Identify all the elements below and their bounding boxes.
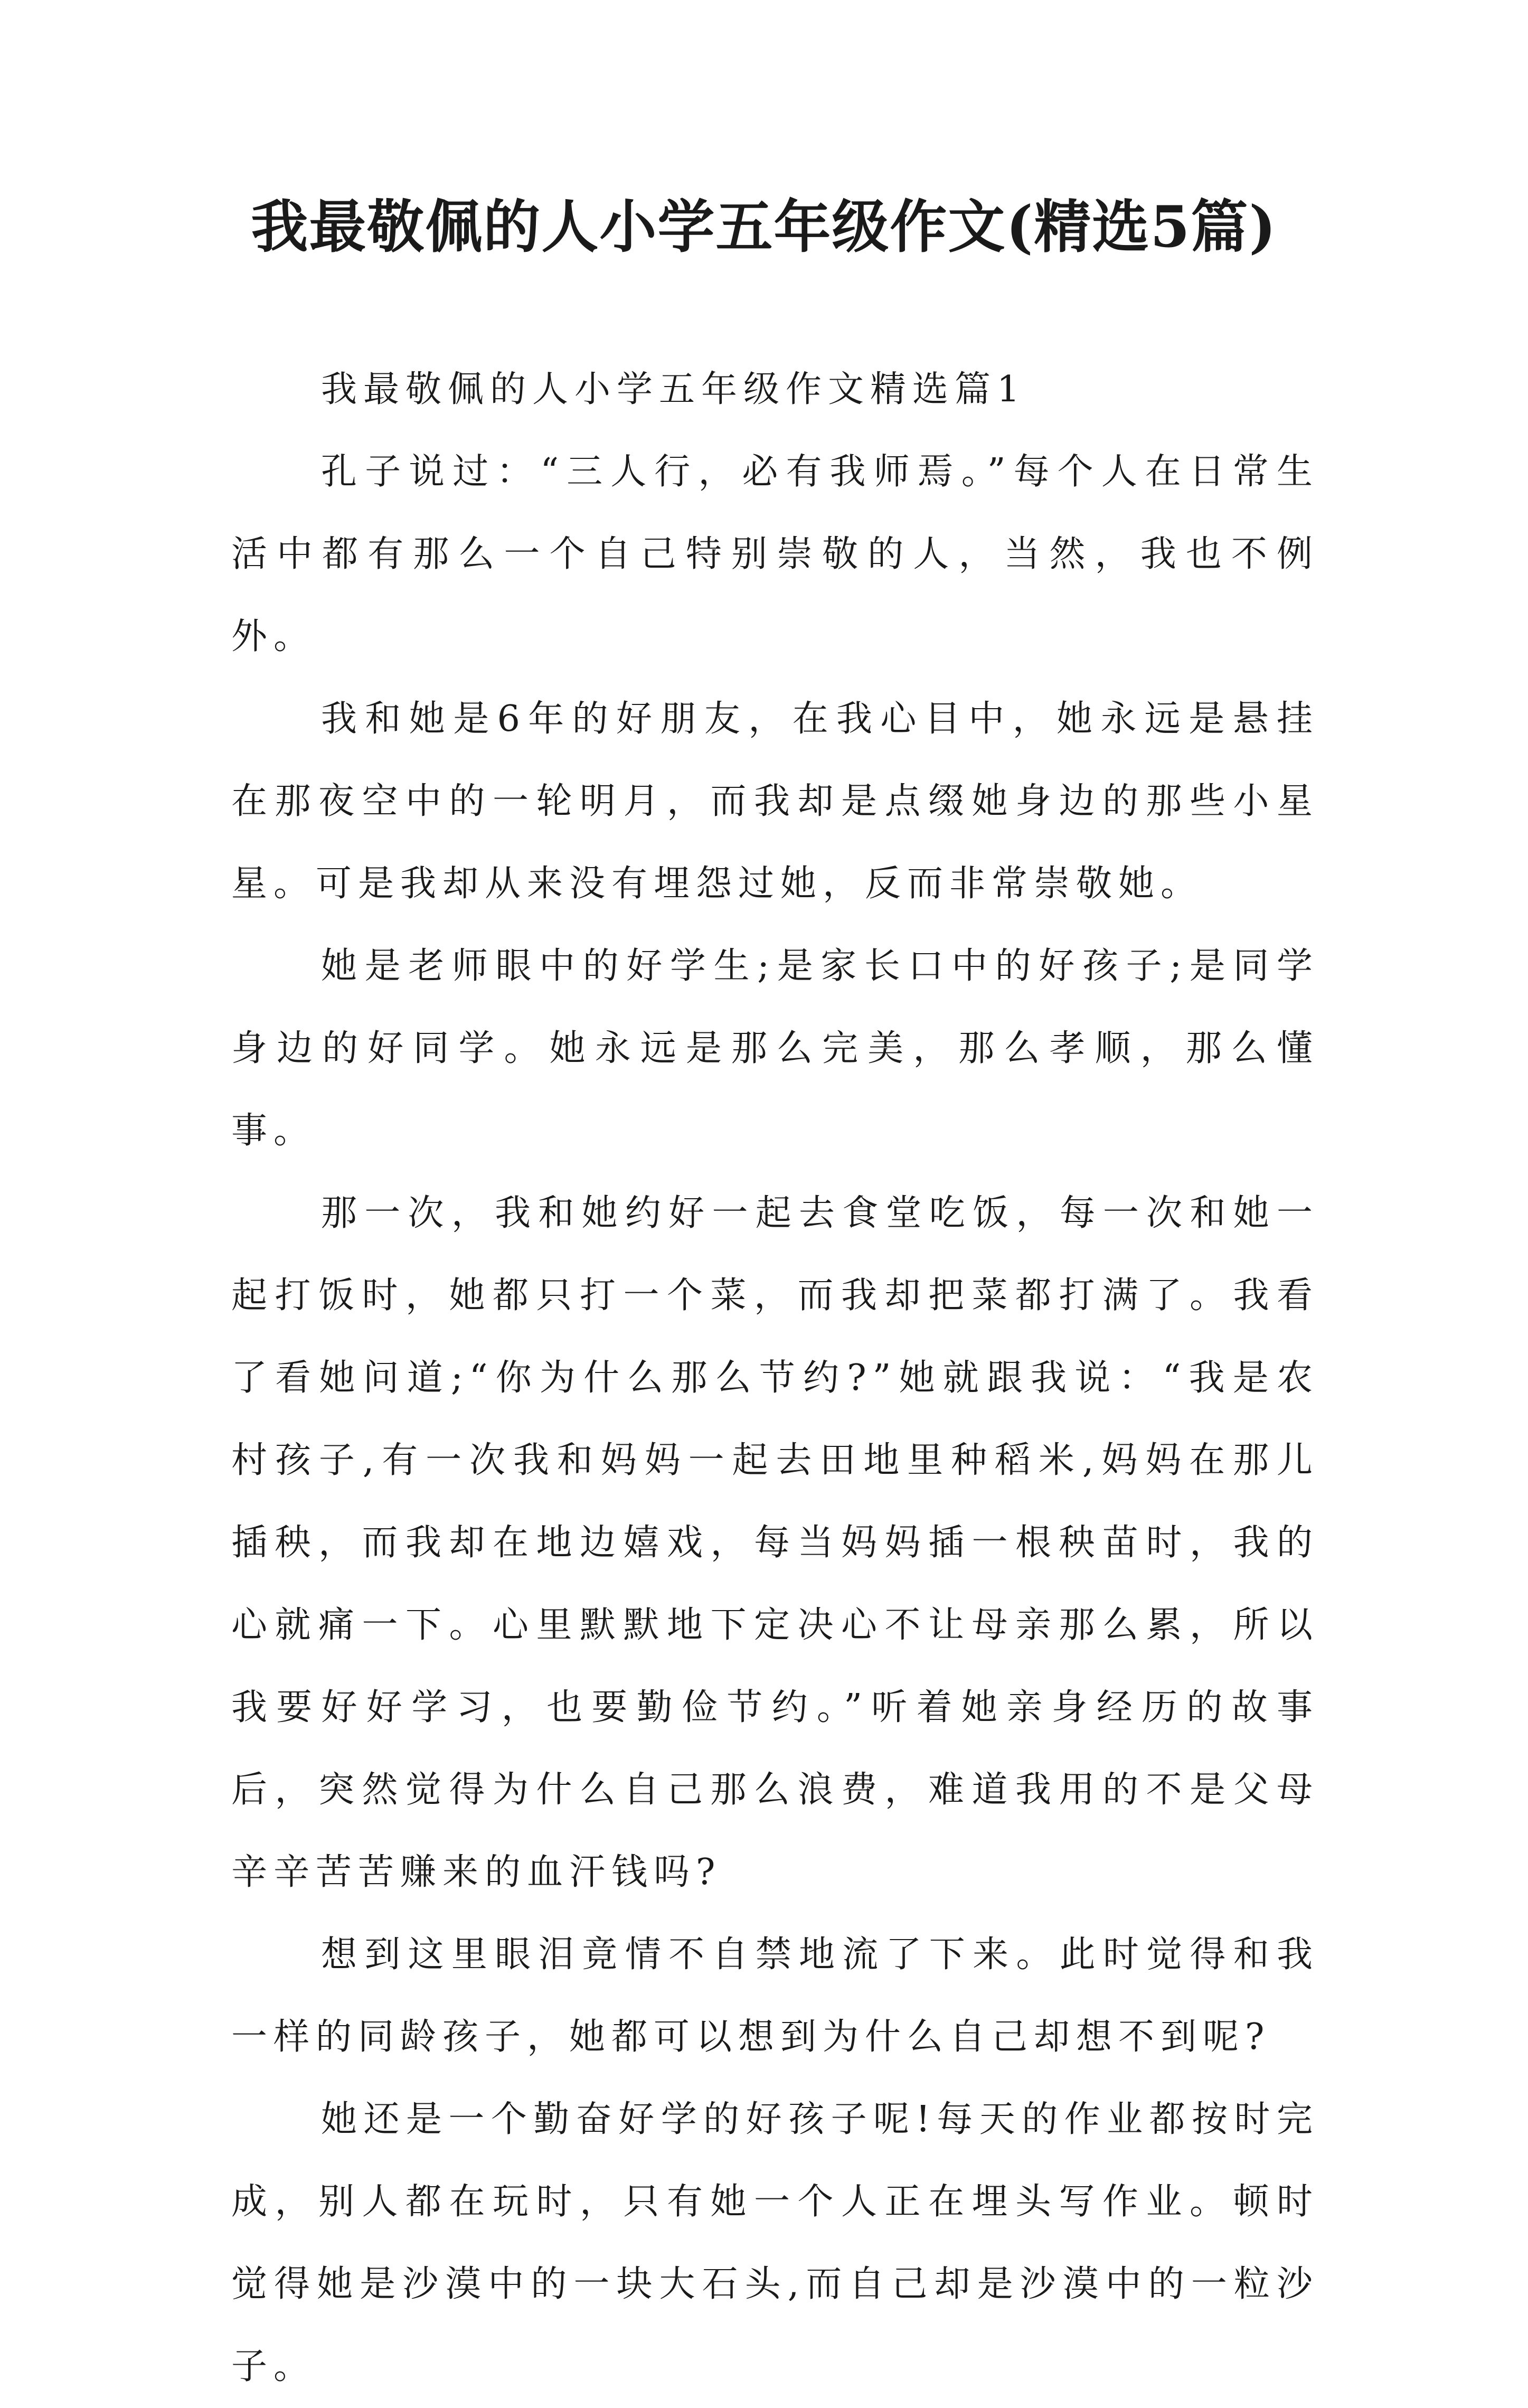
- paragraph: 孔子说过：“三人行，必有我师焉。”每个人在日常生活中都有那么一个自己特别崇敬的人，当然，我也不例外。: [231, 451, 1319, 657]
- document-body: [231, 349, 1319, 2408]
- paragraph: 那一次，我和她约好一起去食堂吃饭，每一次和她一起打饭时，她都只打一个菜，而我却把菜都打满了。我看了看她问道;“你为什么那么节约?”她就跟我说：“我是农村孩子,有一次我和妈妈一起去田地里种稻米,妈妈在那儿插秧，而我却在地边嬉戏，每当妈妈插一根秧苗时，我的心就痛一下。心里默默地下定决心不让母亲那么累，所以我要好好学习，也要勤俭节约。”听着她亲身经历的故事后，突然觉得为什么自己那么浪费，难道我用的不是父母辛辛苦苦赚来的血汗钱吗?: [231, 1192, 1319, 1893]
- document-title: 我最敬佩的人小学五年级作文(精选5篇): [251, 194, 1277, 260]
- paragraph: 她还是一个勤奋好学的好孩子呢!每天的作业都按时完成，别人都在玩时，只有她一个人正在埋头写作业。顿时觉得她是沙漠中的一块大石头,而自己却是沙漠中的一粒沙子。: [231, 2099, 1319, 2387]
- paragraph: 她是老师眼中的好学生;是家长口中的好孩子;是同学身边的好同学。她永远是那么完美，那么孝顺，那么懂事。: [231, 945, 1319, 1152]
- paragraph: 我和她是6年的好朋友，在我心目中，她永远是悬挂在那夜空中的一轮明月，而我却是点缀她身边的那些小星星。可是我却从来没有埋怨过她，反而非常崇敬她。: [231, 698, 1319, 905]
- section-heading: 我最敬佩的人小学五年级作文精选篇1: [321, 369, 1026, 410]
- paragraph: 想到这里眼泪竟情不自禁地流了下来。此时觉得和我一样的同龄孩子，她都可以想到为什么自己却想不到呢?: [231, 1934, 1319, 2058]
